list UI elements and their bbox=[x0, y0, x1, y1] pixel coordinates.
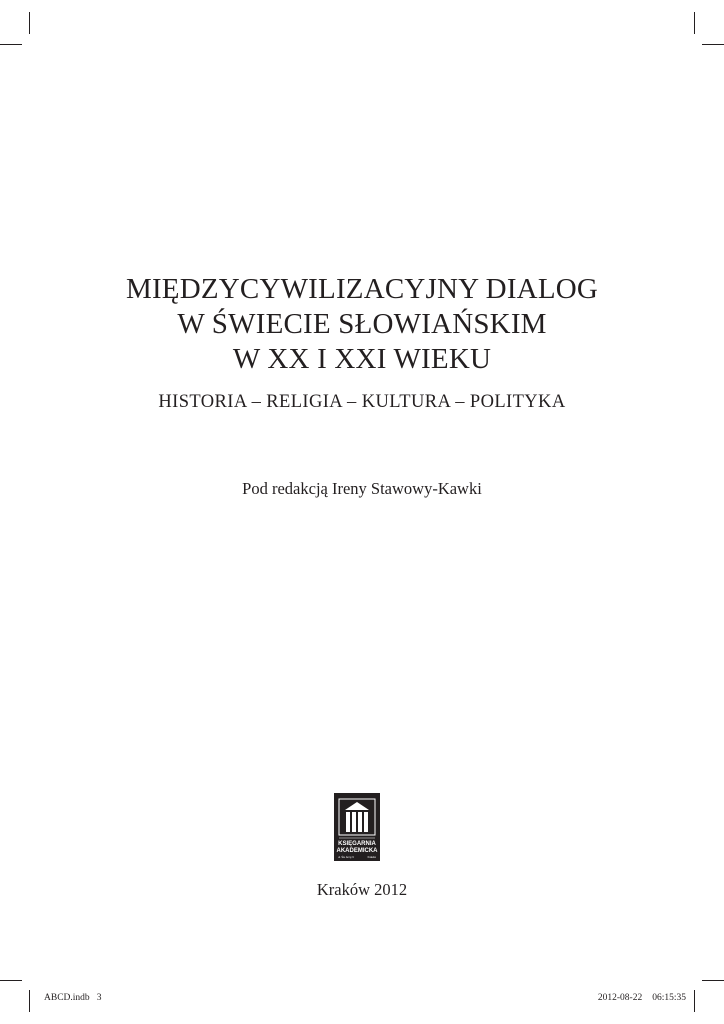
crop-mark bbox=[29, 12, 30, 34]
publisher-logo bbox=[334, 793, 380, 861]
svg-text:KSIĘGARNIA: KSIĘGARNIA bbox=[338, 841, 376, 847]
bookstore-logo-icon bbox=[334, 793, 380, 861]
title-line: MIĘDZYCYWILIZACYJNY DIALOG bbox=[125, 273, 599, 305]
crop-mark bbox=[29, 990, 30, 1012]
slug-file: ABCD.indb 3 bbox=[44, 993, 102, 1003]
slug-date: 2012-08-22 bbox=[597, 993, 643, 1003]
crop-mark bbox=[702, 980, 724, 981]
crop-mark bbox=[0, 980, 22, 981]
book-title bbox=[0, 272, 724, 377]
book-subtitle: HISTORIA – RELIGIA – KULTURA – POLITYKA bbox=[158, 392, 566, 412]
crop-mark bbox=[694, 990, 695, 1012]
svg-text:ul. Św. Anny 6: ul. Św. Anny 6 bbox=[338, 856, 354, 859]
svg-text:Kraków: Kraków bbox=[367, 856, 376, 859]
place-and-year: Kraków 2012 bbox=[316, 880, 408, 899]
crop-mark bbox=[702, 44, 724, 45]
crop-mark bbox=[694, 12, 695, 34]
slug-time: 06:15:35 bbox=[652, 993, 686, 1003]
title-line: W ŚWIECIE SŁOWIAŃSKIM bbox=[177, 308, 547, 340]
editor-credit: Pod redakcją Ireny Stawowy-Kawki bbox=[242, 479, 482, 498]
svg-text:AKADEMICKA: AKADEMICKA bbox=[336, 848, 378, 854]
crop-mark bbox=[0, 44, 22, 45]
title-line: W XX I XXI WIEKU bbox=[232, 343, 492, 375]
slug-timestamp bbox=[598, 993, 686, 1003]
